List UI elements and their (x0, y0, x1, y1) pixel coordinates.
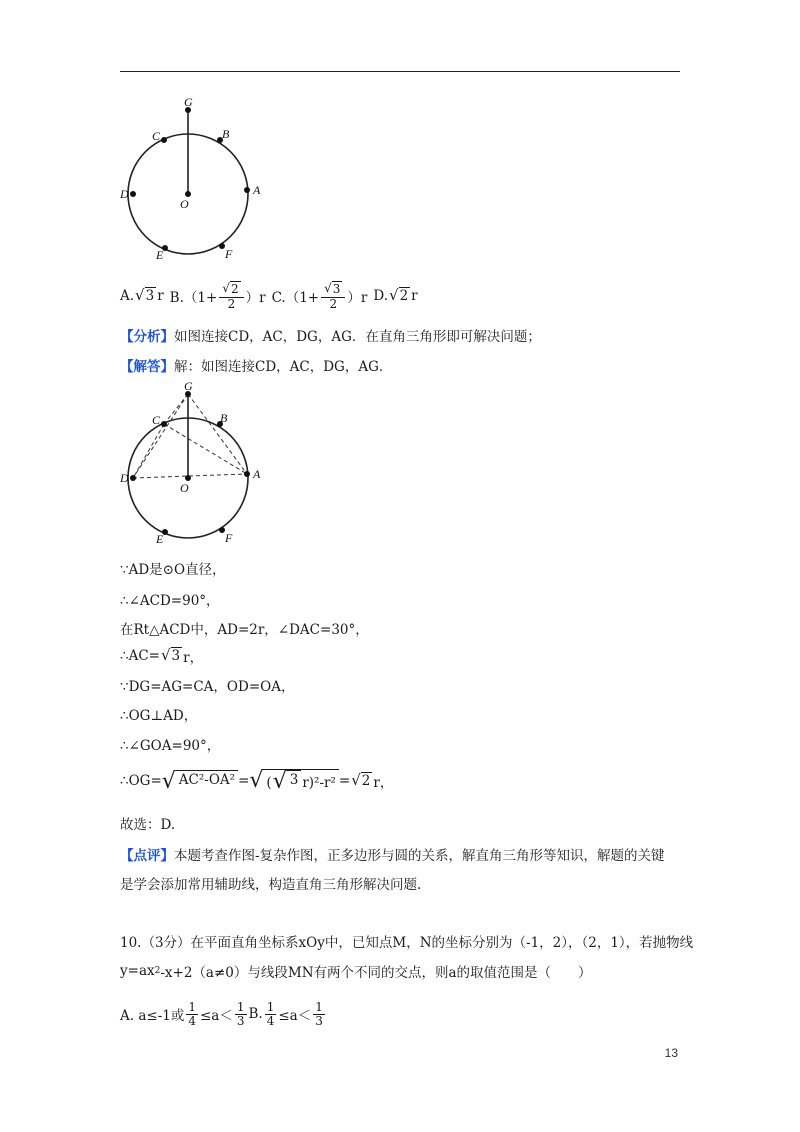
comment-line-2: 是学会添加常用辅助线，构造直角三角形解决问题. (120, 877, 422, 893)
step-5: ∵DG=AG=CA，OD=OA， (120, 679, 295, 695)
q10-option-b-frac-2: $\frac{1}{3}$ (315, 999, 323, 1028)
q10-option-a-frac-1: $\frac{1}{4}$ (188, 999, 196, 1028)
step-4-radicand: 3 (171, 648, 181, 665)
step-4 (120, 641, 203, 671)
step-8 (120, 763, 393, 799)
answer-text: 解：如图连接CD，AC，DG，AG． (174, 359, 393, 375)
comment-tag: 点评 (133, 848, 161, 864)
option-d-label: D. (373, 288, 389, 304)
fig1-label-B: B (222, 127, 230, 141)
step-4-suffix: r， (183, 650, 204, 666)
option-a-suffix: r (157, 288, 164, 304)
option-b-radicand: 2 (230, 282, 239, 297)
option-a-label: A. (120, 288, 135, 304)
option-b-den: 2 (227, 297, 236, 312)
option-d-suffix: r (411, 288, 418, 304)
fig2-label-F: F (225, 531, 233, 545)
fig1-label-D: D (120, 187, 129, 201)
figure-2-circle-diagram (116, 378, 276, 548)
analysis-tag: 分析 (133, 329, 161, 345)
fig1-label-A: A (253, 183, 261, 197)
option-c-label: C.（1+ (271, 290, 320, 306)
fig1-label-O: O (180, 197, 189, 211)
option-c-suffix: ）r (347, 290, 368, 306)
step-3: 在Rt△ACD中，AD=2r，∠DAC=30°， (120, 622, 369, 638)
q10-option-a-frac-2: $\frac{1}{3}$ (236, 999, 245, 1028)
fig1-label-F: F (225, 247, 233, 261)
step-8-inner-radicand: 3 (287, 770, 302, 792)
q10-options (120, 994, 327, 1034)
step-6: ∴OG⊥AD， (120, 708, 198, 724)
q10-option-a-prefix: A. a≤-1或 (120, 1008, 185, 1024)
step-8-eq: = (238, 773, 250, 789)
fig2-label-E: E (156, 532, 164, 546)
step-8-eq-2: = (338, 773, 351, 789)
fig2-label-A: A (253, 467, 261, 481)
analysis-text: 如图连接CD，AC，DG，AG．在直角三角形即可解决问题； (174, 329, 541, 345)
q10-option-b-mid: ≤a＜ (278, 1008, 312, 1024)
analysis-line: 【 分析 】 如图连接CD，AC，DG，AG．在直角三角形即可解决问题； (120, 320, 541, 350)
step-4-sqrt: √ 3 (160, 646, 181, 665)
step-8-sqrt-2: √ ( √ 3 r)²-r² (249, 769, 339, 793)
step-8-close: r)²-r² (302, 775, 336, 792)
q10-line-1: 10.（3分）在平面直角坐标系xOy中，已知点M，N的坐标分别为（-1，2），（2，1），若抛物线 (120, 935, 694, 951)
option-b-suffix: ）r (245, 290, 266, 306)
q10-line-2-b: -x+2（a≠0）与线段MN有两个不同的交点，则a的取值范围是（ ） (160, 965, 592, 981)
step-7: ∴∠GOA=90°， (120, 738, 221, 754)
figure-1-svg (116, 92, 276, 264)
option-d-sqrt: √ 2 (389, 286, 409, 305)
step-8-radicand-1: AC²-OA² (176, 770, 238, 792)
step-4-prefix: ∴AC= (120, 648, 160, 664)
step-8-suffix: r， (373, 775, 394, 791)
step-8-open-paren: ( (266, 775, 272, 792)
option-c-den: 2 (329, 297, 338, 312)
choice-line: 故选：D. (120, 817, 176, 833)
fig2-label-B: B (220, 411, 228, 425)
option-c-fraction: √ 3 2 (321, 281, 345, 311)
option-b-label: B.（1+ (169, 290, 218, 306)
step-8-prefix: ∴OG= (120, 773, 162, 789)
fig2-label-O: O (180, 481, 189, 495)
step-8-sqrt-3: √ 2 (351, 771, 371, 790)
fig1-label-E: E (156, 248, 164, 262)
step-2: ∴∠ACD=90°， (120, 593, 220, 609)
option-a-radicand: 3 (145, 288, 155, 305)
step-1: ∵AD是⊙O直径， (120, 562, 226, 578)
q10-line-2-a: y=ax (120, 963, 155, 979)
answer-tag: 解答 (133, 359, 161, 375)
fig2-label-G: G (184, 379, 193, 393)
q10-option-b-frac-1: $\frac{1}{4}$ (266, 999, 275, 1028)
option-d-radicand: 2 (399, 288, 409, 305)
options-line (120, 281, 418, 311)
option-c-radicand: 3 (332, 282, 341, 297)
header-rule (120, 71, 680, 72)
fig1-label-C: C (152, 129, 161, 143)
option-a-sqrt: √ 3 (135, 286, 155, 305)
answer-line: 【 解答 】 解：如图连接CD，AC，DG，AG． (120, 350, 392, 380)
fig2-label-C: C (152, 413, 161, 427)
comment-line-1: 【 点评 】 本题考查作图-复杂作图，正多边形与圆的关系，解直角三角形等知识，解题的关键 (120, 839, 665, 869)
q10-line-2 (120, 956, 592, 986)
figure-1-circle-diagram (116, 92, 276, 264)
step-8-inner-sqrt: √ 3 (273, 770, 302, 792)
option-b-fraction: √ 2 2 (219, 281, 243, 311)
comment-text-1: 本题考查作图-复杂作图，正多边形与圆的关系，解直角三角形等知识，解题的关键 (174, 848, 665, 864)
q10-option-a-mid: ≤a＜ (199, 1008, 233, 1024)
page-number: 13 (664, 1046, 678, 1060)
fig1-label-G: G (184, 95, 193, 109)
step-8-radicand-3: 2 (361, 773, 371, 790)
fig2-label-D: D (120, 471, 129, 485)
q10-option-b-prefix: B. (248, 1006, 263, 1022)
q10-line-2-sup: 2 (154, 966, 161, 976)
figure-2-svg (116, 378, 276, 548)
step-8-sqrt-1: √ AC²-OA² (162, 770, 238, 792)
